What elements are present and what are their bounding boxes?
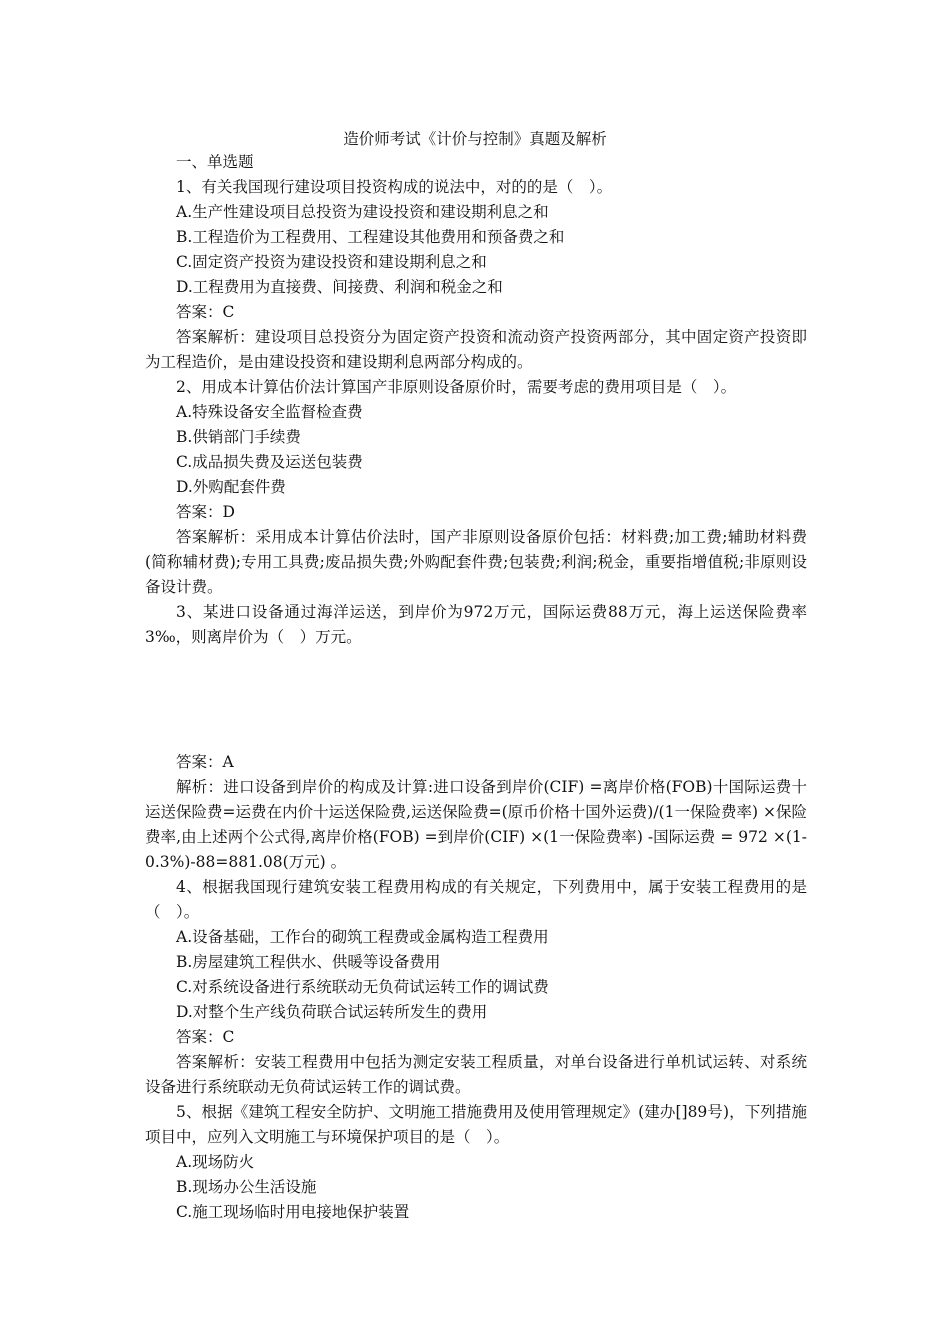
option: C.对系统设备进行系统联动无负荷试运转工作的调试费	[176, 978, 549, 996]
document-title: 造价师考试《计价与控制》真题及解析	[343, 130, 607, 148]
question-stem: 5、根据《建筑工程安全防护、文明施工措施费用及使用管理规定》(建办[]89号)，下列措施项目中，应列入文明施工与环境保护项目的是（ ）。	[145, 1103, 807, 1146]
option: D.对整个生产线负荷联合试运转所发生的费用	[176, 1003, 488, 1021]
option: D.工程费用为直接费、间接费、利润和税金之和	[176, 278, 503, 296]
question-stem: 2、用成本计算估价法计算国产非原则设备原价时，需要考虑的费用项目是（ ）。	[176, 378, 737, 396]
question-stem: 4、根据我国现行建筑安装工程费用构成的有关规定，下列费用中，属于安装工程费用的是（ ）。	[145, 878, 807, 921]
document-body	[145, 150, 807, 1225]
option: A.设备基础，工作台的砌筑工程费或金属构造工程费用	[176, 928, 549, 946]
analysis: 答案解析：采用成本计算估价法时，国产非原则设备原价包括：材料费;加工费;辅助材料费(简称辅材费);专用工具费;废品损失费;外购配套件费;包装费;利润;税金，重要指增值税;非原则设备设计费。	[145, 528, 807, 596]
option: C.施工现场临时用电接地保护装置	[176, 1203, 410, 1221]
option: A.现场防火	[176, 1153, 255, 1171]
option: B.工程造价为工程费用、工程建设其他费用和预备费之和	[176, 228, 565, 246]
question-stem: 1、有关我国现行建设项目投资构成的说法中，对的的是（ ）。	[176, 178, 613, 196]
option: A.特殊设备安全监督检查费	[176, 403, 363, 421]
analysis: 答案解析：建设项目总投资分为固定资产投资和流动资产投资两部分，其中固定资产投资即为工程造价，是由建设投资和建设期利息两部分构成的。	[145, 328, 807, 371]
analysis: 答案解析：安装工程费用中包括为测定安装工程质量，对单台设备进行单机试运转、对系统设备进行系统联动无负荷试运转工作的调试费。	[145, 1053, 807, 1096]
option: C.成品损失费及运送包装费	[176, 453, 363, 471]
blank-space	[145, 650, 807, 750]
option: B.供销部门手续费	[176, 428, 301, 446]
analysis: 解析：进口设备到岸价的构成及计算:进口设备到岸价(CIF) =离岸价格(FOB)十国际运费十运送保险费=运费在内价十运送保险费,运送保险费=(原币价格十国外运费)/(1一保险费率) ×保险费率,由上述两个公式得,离岸价格(FOB) =到岸价(CIF) ×(1一保险费率) -国际运费 = 972 ×(1-0.3%)-88=881.08(万元) 。	[145, 778, 807, 871]
answer: 答案：D	[176, 503, 235, 521]
section-heading: 一、单选题	[176, 153, 254, 171]
option: A.生产性建设项目总投资为建设投资和建设期利息之和	[176, 203, 549, 221]
answer: 答案：A	[176, 753, 234, 771]
answer: 答案：C	[176, 303, 235, 321]
option: B.房屋建筑工程供水、供暖等设备费用	[176, 953, 441, 971]
option: B.现场办公生活设施	[176, 1178, 317, 1196]
option: D.外购配套件费	[176, 478, 286, 496]
answer: 答案：C	[176, 1028, 235, 1046]
question-stem: 3、某进口设备通过海洋运送，到岸价为972万元，国际运费88万元，海上运送保险费率3‰，则离岸价为（ ）万元。	[145, 603, 807, 646]
option: C.固定资产投资为建设投资和建设期利息之和	[176, 253, 487, 271]
